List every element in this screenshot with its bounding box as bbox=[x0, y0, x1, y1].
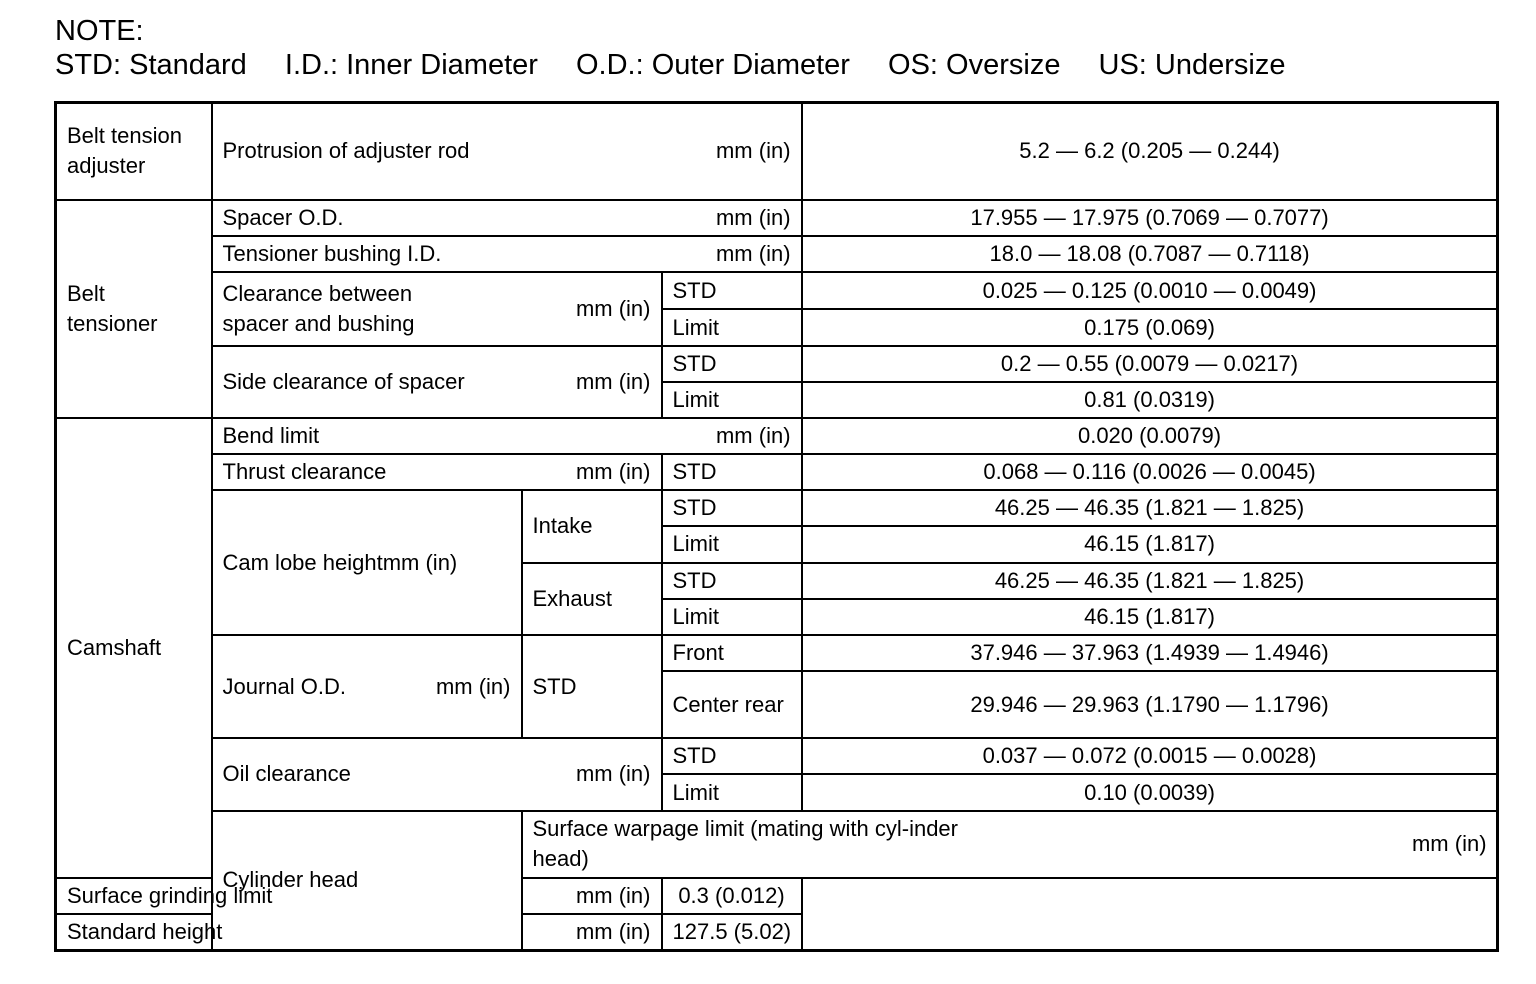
item-cell bbox=[212, 200, 802, 236]
note-def-os: OS: Oversize bbox=[888, 49, 1061, 81]
item-cell bbox=[212, 418, 802, 454]
item-cell bbox=[212, 454, 662, 490]
group-belt-tensioner: Belt tensioner bbox=[56, 200, 212, 418]
value-standard-height: 127.5 (5.02) bbox=[662, 914, 802, 950]
note-def-us: US: Undersize bbox=[1098, 49, 1286, 81]
value-oil-clearance-std: 0.037 — 0.072 (0.0015 — 0.0028) bbox=[802, 738, 1498, 774]
unit-label: mm (in) bbox=[715, 241, 791, 267]
value-side-clearance-std: 0.2 — 0.55 (0.0079 — 0.0217) bbox=[802, 346, 1498, 382]
item-label-spacer-od: Spacer O.D. bbox=[222, 205, 344, 231]
sub-label-limit: Limit bbox=[662, 382, 802, 418]
item-cell bbox=[212, 635, 522, 738]
value-oil-clearance-limit: 0.10 (0.0039) bbox=[802, 774, 1498, 810]
unit-label: mm (in) bbox=[575, 883, 651, 909]
item-cell bbox=[56, 914, 662, 950]
item-cell bbox=[212, 236, 802, 272]
unit-label: mm (in) bbox=[575, 919, 651, 945]
item-cell bbox=[56, 878, 662, 914]
value-clearance-std: 0.025 — 0.125 (0.0010 — 0.0049) bbox=[802, 272, 1498, 309]
sub-label-limit: Limit bbox=[662, 526, 802, 562]
table-row bbox=[56, 635, 1498, 671]
table-row bbox=[56, 346, 1498, 382]
item-cell bbox=[212, 272, 662, 345]
table-row bbox=[56, 103, 1498, 200]
sub-label-limit: Limit bbox=[662, 774, 802, 810]
value-journal-center-rear: 29.946 — 29.963 (1.1790 — 1.1796) bbox=[802, 671, 1498, 738]
unit-label: mm (in) bbox=[575, 459, 651, 485]
note-definitions bbox=[55, 48, 1315, 82]
group-belt-tension-adjuster: Belt tension adjuster bbox=[56, 103, 212, 200]
value-intake-std: 46.25 — 46.35 (1.821 — 1.825) bbox=[802, 490, 1498, 526]
sub-label-std: STD bbox=[662, 454, 802, 490]
sub-label-front: Front bbox=[662, 635, 802, 671]
value-grinding: 0.3 (0.012) bbox=[662, 878, 802, 914]
table-row bbox=[56, 490, 1498, 526]
unit-label: mm (in) bbox=[435, 673, 511, 699]
note-def-od: O.D.: Outer Diameter bbox=[575, 49, 850, 81]
sub-label-exhaust: Exhaust bbox=[522, 563, 662, 635]
value-clearance-limit: 0.175 (0.069) bbox=[802, 309, 1498, 345]
item-label-cam-lobe: Cam lobe heightmm (in) bbox=[212, 490, 522, 635]
sub-label-std: STD bbox=[522, 635, 662, 738]
table-row bbox=[56, 236, 1498, 272]
group-cylinder-head: Cylinder head bbox=[212, 811, 522, 951]
note-block bbox=[55, 14, 1315, 82]
sub-label-std: STD bbox=[662, 346, 802, 382]
item-label-protrusion: Protrusion of adjuster rod bbox=[222, 138, 470, 164]
group-camshaft: Camshaft bbox=[56, 418, 212, 878]
item-label-grinding: Surface grinding limit bbox=[67, 883, 273, 909]
item-label-bend-limit: Bend limit bbox=[222, 422, 320, 448]
item-label-warpage: Surface warpage limit (mating with cyl-inder head) bbox=[532, 816, 958, 872]
spec-table bbox=[54, 101, 1499, 952]
value-exhaust-std: 46.25 — 46.35 (1.821 — 1.825) bbox=[802, 563, 1498, 599]
value-intake-limit: 46.15 (1.817) bbox=[802, 526, 1498, 562]
table-row bbox=[56, 811, 1498, 878]
sub-label-std: STD bbox=[662, 738, 802, 774]
value-journal-front: 37.946 — 37.963 (1.4939 — 1.4946) bbox=[802, 635, 1498, 671]
item-label-bushing-id: Tensioner bushing I.D. bbox=[222, 241, 442, 267]
table-row bbox=[56, 878, 1498, 914]
unit-label: mm (in) bbox=[715, 205, 791, 231]
item-label-oil-clearance: Oil clearance bbox=[222, 761, 351, 787]
sub-label-std: STD bbox=[662, 563, 802, 599]
table-row bbox=[56, 738, 1498, 774]
value-thrust-std: 0.068 — 0.116 (0.0026 — 0.0045) bbox=[802, 454, 1498, 490]
note-heading: NOTE: bbox=[55, 15, 144, 47]
note-def-std: STD: Standard bbox=[55, 49, 247, 81]
unit-label: mm (in) bbox=[715, 138, 791, 164]
unit-label: mm (in) bbox=[575, 761, 651, 787]
item-cell bbox=[522, 811, 1498, 878]
item-cell bbox=[212, 346, 662, 418]
note-def-id: I.D.: Inner Diameter bbox=[284, 49, 538, 81]
sub-label-std: STD bbox=[662, 490, 802, 526]
item-cell bbox=[212, 103, 802, 200]
sub-label-limit: Limit bbox=[662, 309, 802, 345]
value-bushing-id: 18.0 — 18.08 (0.7087 — 0.7118) bbox=[802, 236, 1498, 272]
sub-label-limit: Limit bbox=[662, 599, 802, 635]
table-row bbox=[56, 914, 1498, 950]
item-label-side-clearance: Side clearance of spacer bbox=[222, 368, 465, 394]
value-exhaust-limit: 46.15 (1.817) bbox=[802, 599, 1498, 635]
sub-label-center-rear: Center rear bbox=[662, 671, 802, 738]
unit-label: mm (in) bbox=[715, 422, 791, 448]
sub-label-std: STD bbox=[662, 272, 802, 309]
sub-label-intake: Intake bbox=[522, 490, 662, 562]
value-protrusion: 5.2 — 6.2 (0.205 — 0.244) bbox=[802, 103, 1498, 200]
item-label-clearance: Clearance between spacer and bushing bbox=[222, 280, 415, 336]
item-label-thrust: Thrust clearance bbox=[222, 459, 387, 485]
unit-label: mm (in) bbox=[575, 295, 651, 321]
table-row bbox=[56, 418, 1498, 454]
table-row bbox=[56, 454, 1498, 490]
table-row bbox=[56, 272, 1498, 309]
unit-label: mm (in) bbox=[1411, 831, 1487, 857]
value-side-clearance-limit: 0.81 (0.0319) bbox=[802, 382, 1498, 418]
table-row bbox=[56, 200, 1498, 236]
item-cell bbox=[212, 738, 662, 810]
value-spacer-od: 17.955 — 17.975 (0.7069 — 0.7077) bbox=[802, 200, 1498, 236]
item-label-standard-height: Standard height bbox=[67, 919, 223, 945]
unit-label: mm (in) bbox=[575, 368, 651, 394]
value-bend-limit: 0.020 (0.0079) bbox=[802, 418, 1498, 454]
item-label-journal-od: Journal O.D. bbox=[222, 673, 346, 699]
